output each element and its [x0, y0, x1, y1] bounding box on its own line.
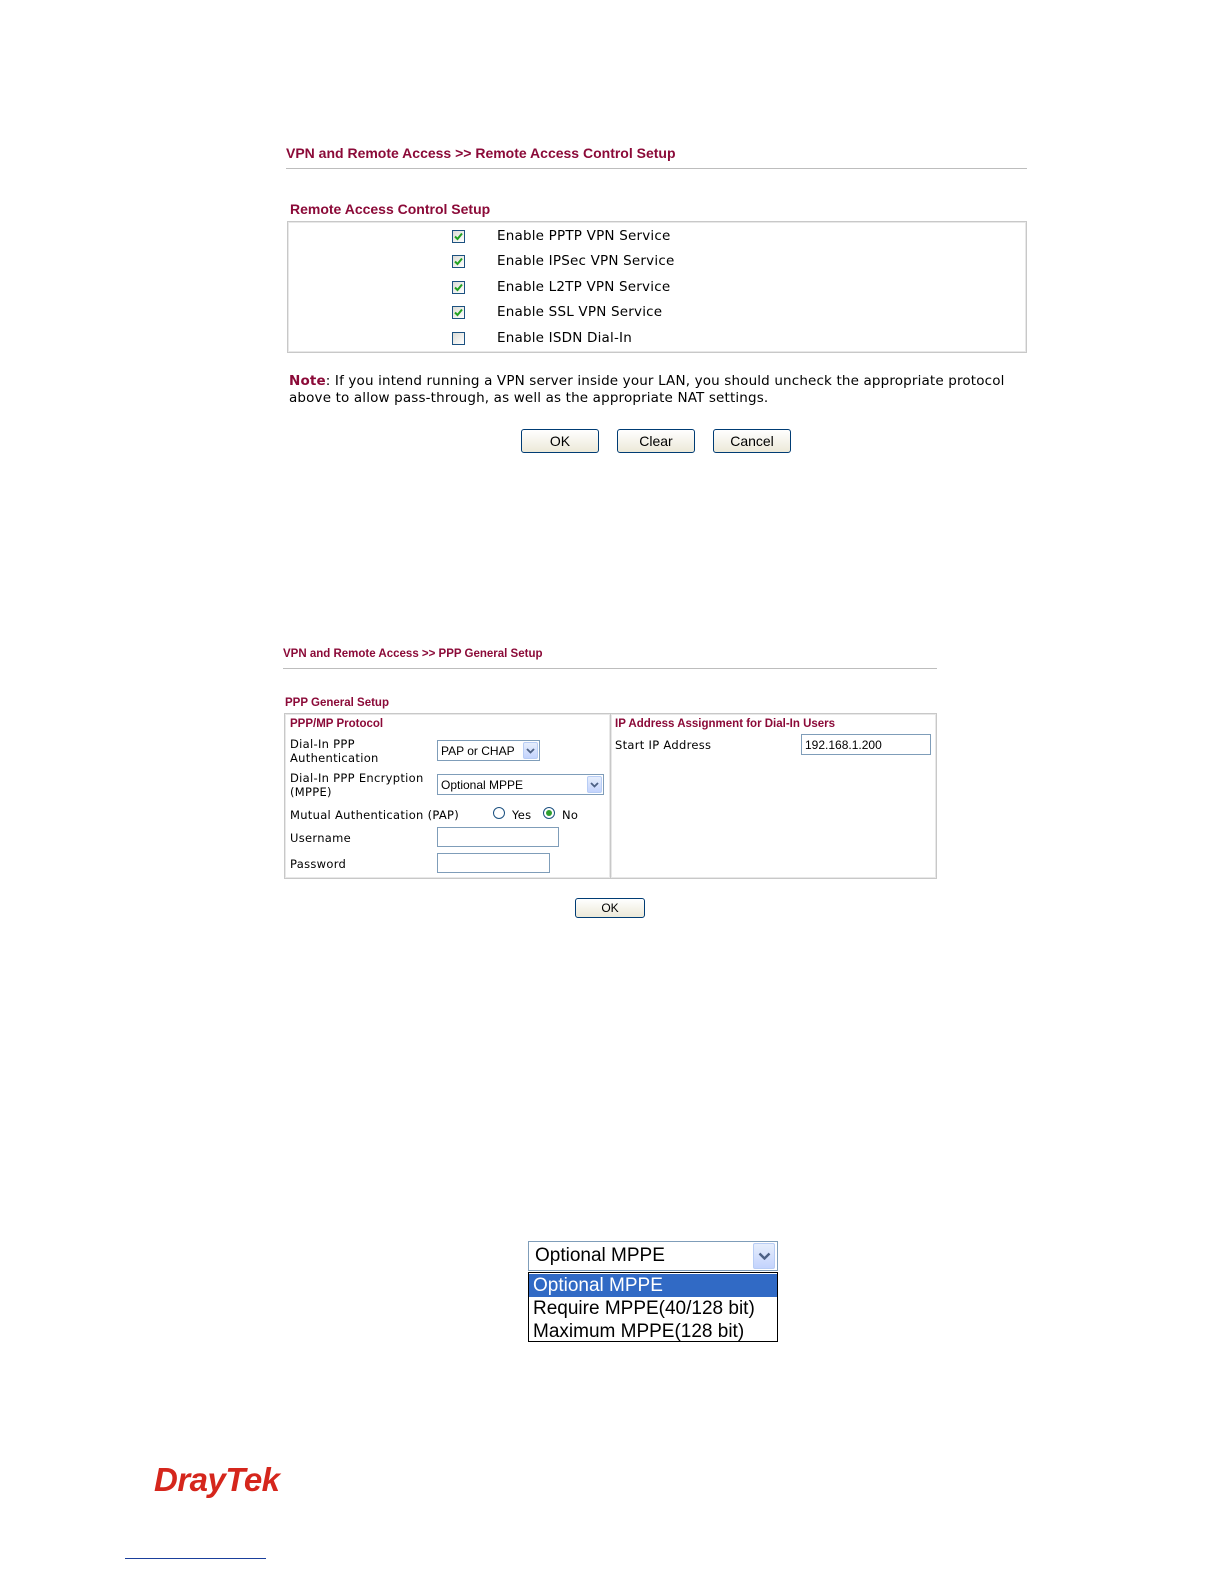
- checkmark-icon: [453, 282, 464, 293]
- draytek-logo: [154, 1461, 280, 1499]
- chevron-down-icon: [753, 1243, 775, 1269]
- pptp-checkbox[interactable]: [452, 230, 465, 243]
- mutual-yes-radio[interactable]: [493, 807, 505, 819]
- note-text: [289, 373, 1019, 407]
- chevron-down-icon: [523, 742, 538, 759]
- username-label: Username: [290, 831, 352, 845]
- pptp-label: Enable PPTP VPN Service: [497, 228, 671, 244]
- mutual-no-label: No: [562, 808, 579, 822]
- ip-assignment-title: IP Address Assignment for Dial-In Users: [615, 718, 836, 730]
- start-ip-input[interactable]: 192.168.1.200: [801, 734, 931, 755]
- password-input[interactable]: [437, 853, 550, 873]
- l2tp-label: Enable L2TP VPN Service: [497, 279, 671, 295]
- mppe-option-require[interactable]: Require MPPE(40/128 bit): [533, 1298, 755, 1319]
- ssl-checkbox[interactable]: [452, 306, 465, 319]
- checkmark-icon: [453, 307, 464, 318]
- radio-dot: [546, 810, 552, 816]
- mppe-dropdown-list: [528, 1272, 778, 1342]
- ssl-label: Enable SSL VPN Service: [497, 304, 663, 320]
- enc-select[interactable]: [437, 774, 604, 795]
- isdn-checkbox[interactable]: [452, 332, 465, 345]
- note-body: : If you intend running a VPN server inside your LAN, you should uncheck the appropriate protocol above to allow pass-through, as well as the appropriate NAT settings.: [289, 373, 1005, 406]
- ppp-breadcrumb: VPN and Remote Access >> PPP General Setup: [283, 648, 543, 660]
- mutual-yes-label: Yes: [512, 808, 532, 822]
- checkmark-icon: [453, 231, 464, 242]
- footer-rule: [125, 1558, 266, 1559]
- ipsec-checkbox[interactable]: [452, 255, 465, 268]
- mutual-auth-label: Mutual Authentication (PAP): [290, 808, 460, 822]
- cancel-button[interactable]: Cancel: [713, 429, 791, 453]
- isdn-label: Enable ISDN Dial-In: [497, 330, 632, 346]
- auth-select-value: PAP or CHAP: [441, 743, 515, 758]
- mppe-dropdown-value: Optional MPPE: [535, 1245, 665, 1266]
- note-label: Note: [289, 373, 326, 389]
- ppp-breadcrumb-divider: [283, 668, 937, 669]
- mppe-option-optional[interactable]: Optional MPPE: [529, 1274, 777, 1297]
- mppe-option-maximum[interactable]: Maximum MPPE(128 bit): [533, 1321, 745, 1342]
- auth-select[interactable]: [437, 740, 540, 761]
- ppp-section-title: PPP General Setup: [285, 697, 389, 709]
- enc-select-value: Optional MPPE: [441, 777, 524, 792]
- ok-button[interactable]: OK: [521, 429, 599, 453]
- ipsec-label: Enable IPSec VPN Service: [497, 253, 675, 269]
- ppp-protocol-title: PPP/MP Protocol: [290, 718, 384, 730]
- auth-label: Dial-In PPP Authentication: [290, 737, 379, 765]
- mppe-dropdown[interactable]: [528, 1241, 778, 1271]
- logo-text: DrayTek: [154, 1461, 280, 1498]
- password-label: Password: [290, 857, 347, 871]
- chevron-down-icon: [587, 776, 602, 793]
- ppp-ok-button[interactable]: OK: [575, 898, 645, 918]
- enc-label: Dial-In PPP Encryption (MPPE): [290, 771, 424, 799]
- section-title: Remote Access Control Setup: [290, 201, 491, 217]
- checkmark-icon: [453, 256, 464, 267]
- mutual-no-radio[interactable]: [543, 807, 555, 819]
- breadcrumb-divider: [286, 168, 1027, 169]
- username-input[interactable]: [437, 827, 559, 847]
- l2tp-checkbox[interactable]: [452, 281, 465, 294]
- breadcrumb: VPN and Remote Access >> Remote Access Control Setup: [286, 145, 676, 161]
- start-ip-label: Start IP Address: [615, 738, 712, 752]
- clear-button[interactable]: Clear: [617, 429, 695, 453]
